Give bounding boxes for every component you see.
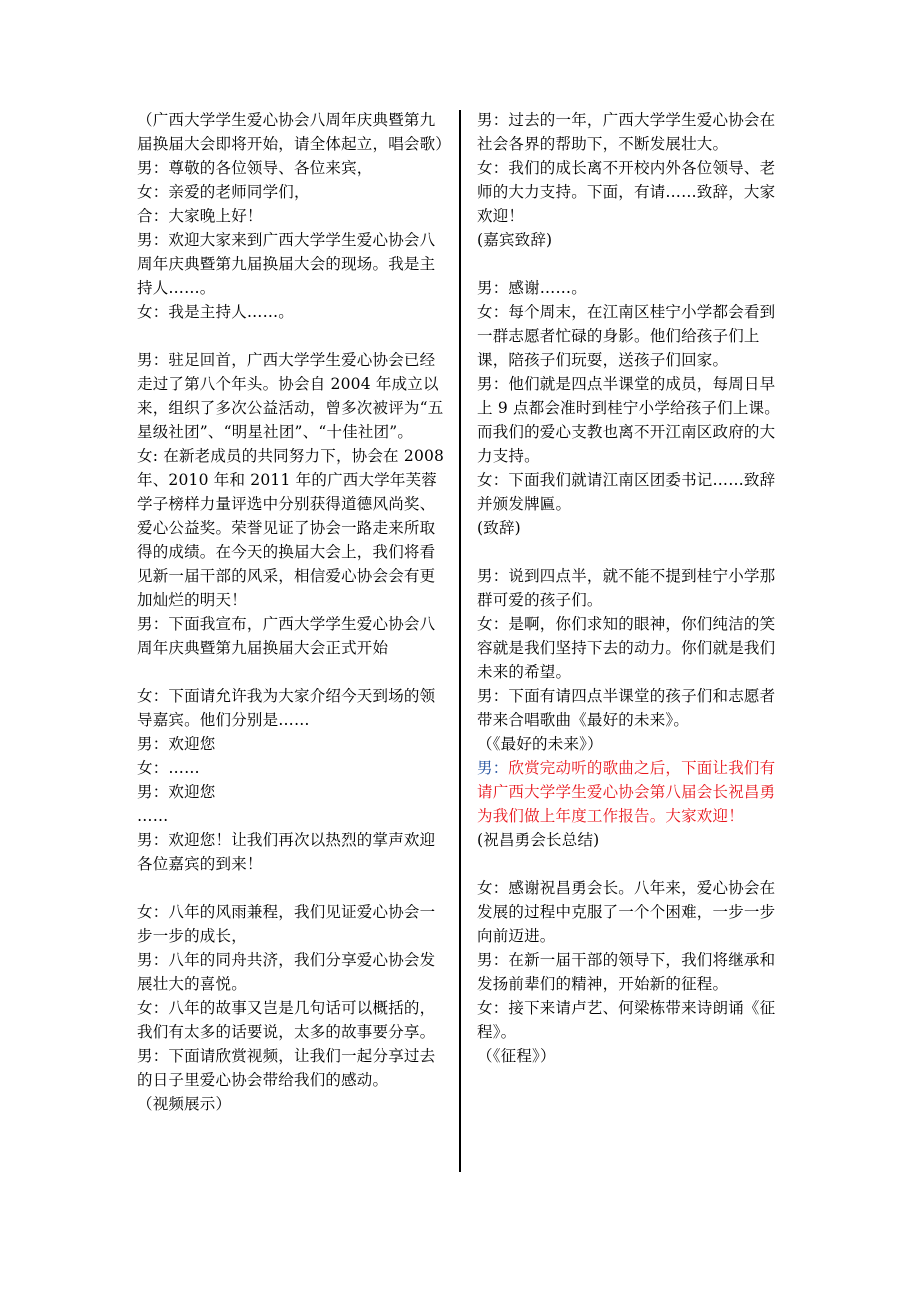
script-line: 男：欢迎您！让我们再次以热烈的掌声欢迎各位嘉宾的到来！ [137,831,436,873]
script-line: 男：在新一届干部的领导下，我们将继承和发扬前辈们的精神，开始新的征程。 [477,951,776,993]
script-line: 女：下面我们就请江南区团委书记……致辞并颁发牌匾。 [477,471,776,513]
right-column [477,108,789,1068]
script-line: 女：亲爱的老师同学们， [137,183,310,201]
paragraph-gap [477,252,789,276]
script-line: 男：下面我宣布，广西大学学生爱心协会八周年庆典暨第九届换届大会正式开始 [137,615,436,657]
paragraph-gap [137,876,450,900]
script-line: 男：下面有请四点半课堂的孩子们和志愿者带来合唱歌曲《最好的未来》。 [477,687,776,729]
script-line: 男：欢迎您 [137,735,216,753]
stage-direction: （《征程》） [477,1047,556,1065]
highlighted-text: 欣赏完动听的歌曲之后，下面让我们有请广西大学学生爱心协会第八届会长祝昌勇为我们做上年度工作报告。大家欢迎！ [477,759,776,825]
column-divider [459,110,461,1172]
script-line: 女：接下来请卢艺、何梁栋带来诗朗诵《征程》。 [477,999,776,1041]
script-line: 男：驻足回首，广西大学学生爱心协会已经走过了第八个年头。协会自 2004 年成立以来，组织了多次公益活动，曾多次被评为“五星级社团”、“明星社团”、“十佳社团”。 [137,351,444,441]
script-line: 男：过去的一年，广西大学学生爱心协会在社会各界的帮助下，不断发展壮大。 [477,111,776,153]
stage-direction: (祝昌勇会长总结) [477,831,600,849]
script-line: 女：感谢祝昌勇会长。八年来，爱心协会在发展的过程中克服了一个个困难，一步一步向前迈进。 [477,879,776,945]
script-line: 男：尊敬的各位领导、各位来宾， [137,159,373,177]
script-line: 女：是啊，你们求知的眼神，你们纯洁的笑容就是我们坚持下去的动力。你们就是我们未来的希望。 [477,615,776,681]
script-line: 女：我们的成长离不开校内外各位领导、老师的大力支持。下面，有请……致辞，大家欢迎！ [477,159,776,225]
paragraph-gap [477,852,789,876]
stage-direction: （《最好的未来》） [477,735,603,753]
script-line: 男：他们就是四点半课堂的成员，每周日早上 9 点都会准时到桂宁小学给孩子们上课。而我们的爱心支教也离不开江南区政府的大力支持。 [477,375,780,465]
script-line: 女: 在新老成员的共同努力下，协会在 2008 年、2010 年和 2011 年的广西大学年芙蓉学子榜样力量评选中分别获得道德风尚奖、爱心公益奖。荣誉见证了协会一路走来所取得的成绩。在今天的换届大会上，我们将看见新一届干部的风采，相信爱心协会会有更加灿烂的明天！ [137,447,445,609]
stage-direction: (嘉宾致辞) [477,231,553,249]
script-line: 女：…… [137,759,200,777]
left-column [137,108,450,1116]
stage-direction: （广西大学学生爱心协会八周年庆典暨第九届换届大会即将开始，请全体起立，唱会歌） [137,111,452,153]
paragraph-gap [137,660,450,684]
script-line: 男：说到四点半，就不能不提到桂宁小学那群可爱的孩子们。 [477,567,776,609]
stage-direction: (致辞) [477,519,521,537]
script-line: 男：八年的同舟共济，我们分享爱心协会发展壮大的喜悦。 [137,951,436,993]
speaker-label: 男： [477,759,509,777]
script-line: …… [137,807,169,825]
script-line: 女：八年的故事又岂是几句话可以概括的，我们有太多的话要说，太多的故事要分享。 [137,999,436,1041]
paragraph-gap [477,540,789,564]
script-line: 男：感谢……。 [477,279,587,297]
script-line: 女：下面请允许我为大家介绍今天到场的领导嘉宾。他们分别是…… [137,687,436,729]
script-line: 女：我是主持人……。 [137,303,295,321]
paragraph-gap [137,324,450,348]
highlighted-script-line [477,756,789,828]
script-line: 男：欢迎您 [137,783,216,801]
script-line: 男：下面请欣赏视频，让我们一起分享过去的日子里爱心协会带给我们的感动。 [137,1047,436,1089]
script-line: 男：欢迎大家来到广西大学学生爱心协会八周年庆典暨第九届换届大会的现场。我是主持人……。 [137,231,436,297]
stage-direction: （视频展示） [137,1095,232,1113]
script-line: 女：每个周末，在江南区桂宁小学都会看到一群志愿者忙碌的身影。他们给孩子们上课，陪孩子们玩耍，送孩子们回家。 [477,303,776,369]
script-line: 合：大家晚上好！ [137,207,263,225]
script-line: 女：八年的风雨兼程，我们见证爱心协会一步一步的成长， [137,903,436,945]
